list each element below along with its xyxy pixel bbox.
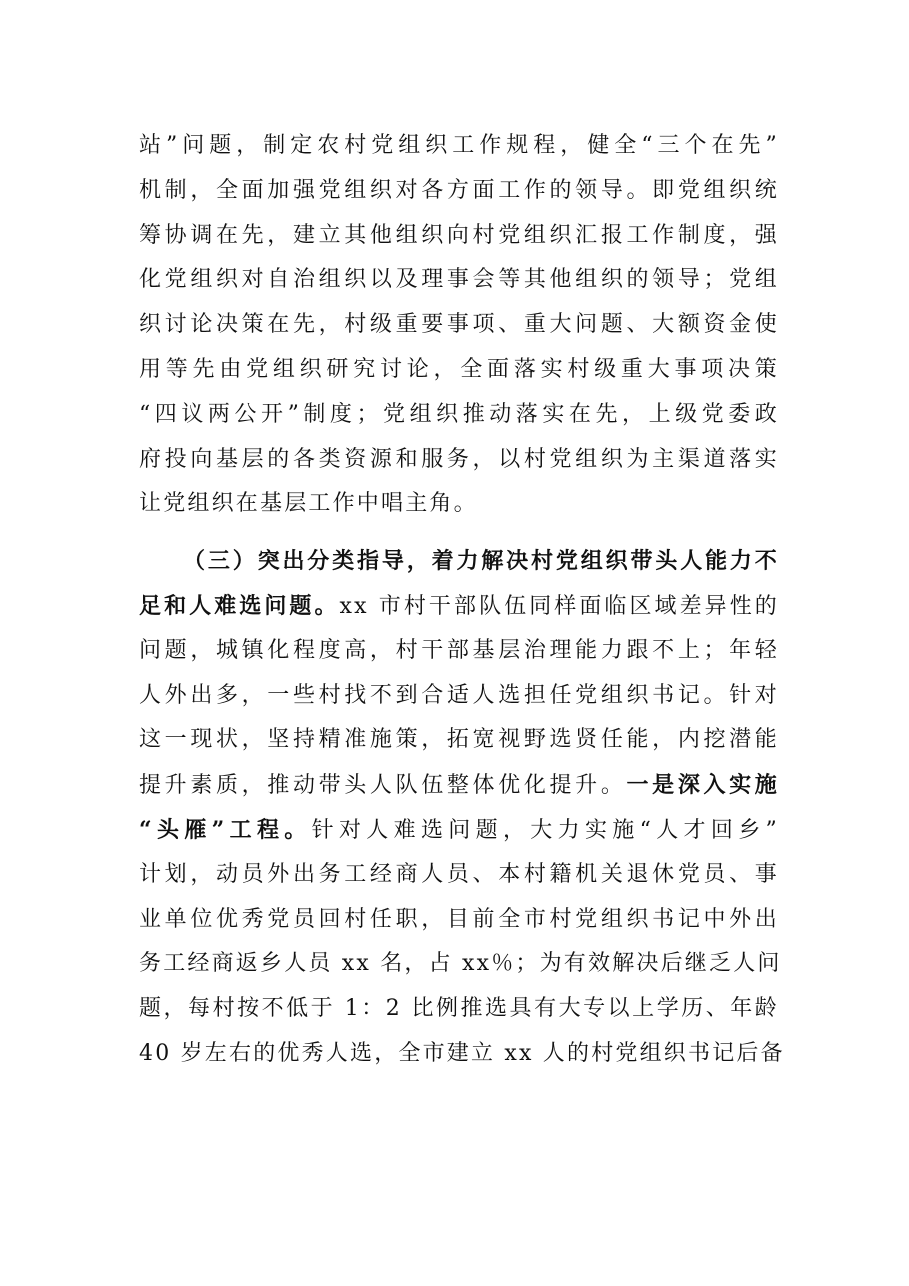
text-line: 站”问题，制定农村党组织工作规程，健全“三个在先” [139, 133, 779, 158]
text-line: 业单位优秀党员回村任职，目前全市村党组织书记中外出 [139, 906, 779, 932]
text-line: 这一现状，坚持精准施策，拓宽视野选贤任能，内挖潜能 [139, 727, 779, 753]
paragraph-2 [139, 539, 785, 1077]
text-line: 化党组织对自治组织以及理事会等其他组织的领导；党组 [139, 267, 779, 293]
section-heading: （三）突出分类指导，着力解决村党组织带头人能力不 [183, 548, 779, 575]
text-line: 让党组织在基层工作中唱主角。 [139, 491, 478, 517]
text-line: 题，每村按不低于 1：2 比例推选具有大专以上学历、年龄 [139, 996, 779, 1022]
text-line: “四议两公开”制度；党组织推动落实在先，上级党委政 [139, 401, 779, 427]
text-line: 40 岁左右的优秀人选，全市建立 xx 人的村党组织书记后备 [139, 1040, 785, 1066]
text-line: 计划，动员外出务工经商人员、本村籍机关退休党员、事 [139, 861, 779, 887]
document-body [139, 124, 785, 1077]
section-heading-end: 足和人难选问题。 [139, 592, 340, 619]
text-line [139, 584, 779, 629]
text-line: 机制，全面加强党组织对各方面工作的领导。即党组织统 [139, 177, 779, 203]
paragraph-gap [139, 527, 779, 539]
subheading: “头雁”工程。 [139, 816, 312, 843]
text-line: 用等先由党组织研究讨论，全面落实村级重大事项决策 [139, 356, 779, 382]
text-span: xx 市村干部队伍同样面临区域差异性的 [339, 593, 779, 619]
text-line: 筹协调在先，建立其他组织向村党组织汇报工作制度，强 [139, 222, 779, 248]
text-span: 提升素质，推动带头人队伍整体优化提升。 [139, 773, 627, 799]
text-span: 针对人难选问题，大力实施“人才回乡” [311, 817, 779, 843]
text-line: 府投向基层的各类资源和服务，以村党组织为主渠道落实 [139, 446, 779, 472]
text-line: 问题，城镇化程度高，村干部基层治理能力跟不上；年轻 [139, 637, 779, 663]
text-line [139, 763, 779, 808]
paragraph-1 [139, 124, 779, 527]
text-line: 织讨论决策在先，村级重要事项、重大问题、大额资金使 [139, 312, 779, 338]
text-line [139, 808, 779, 853]
subheading: 一是深入实施 [626, 772, 779, 799]
text-line: 务工经商返乡人员 xx 名，占 xx％；为有效解决后继乏人问 [139, 951, 782, 977]
text-line: 人外出多，一些村找不到合适人选担任党组织书记。针对 [139, 682, 779, 708]
